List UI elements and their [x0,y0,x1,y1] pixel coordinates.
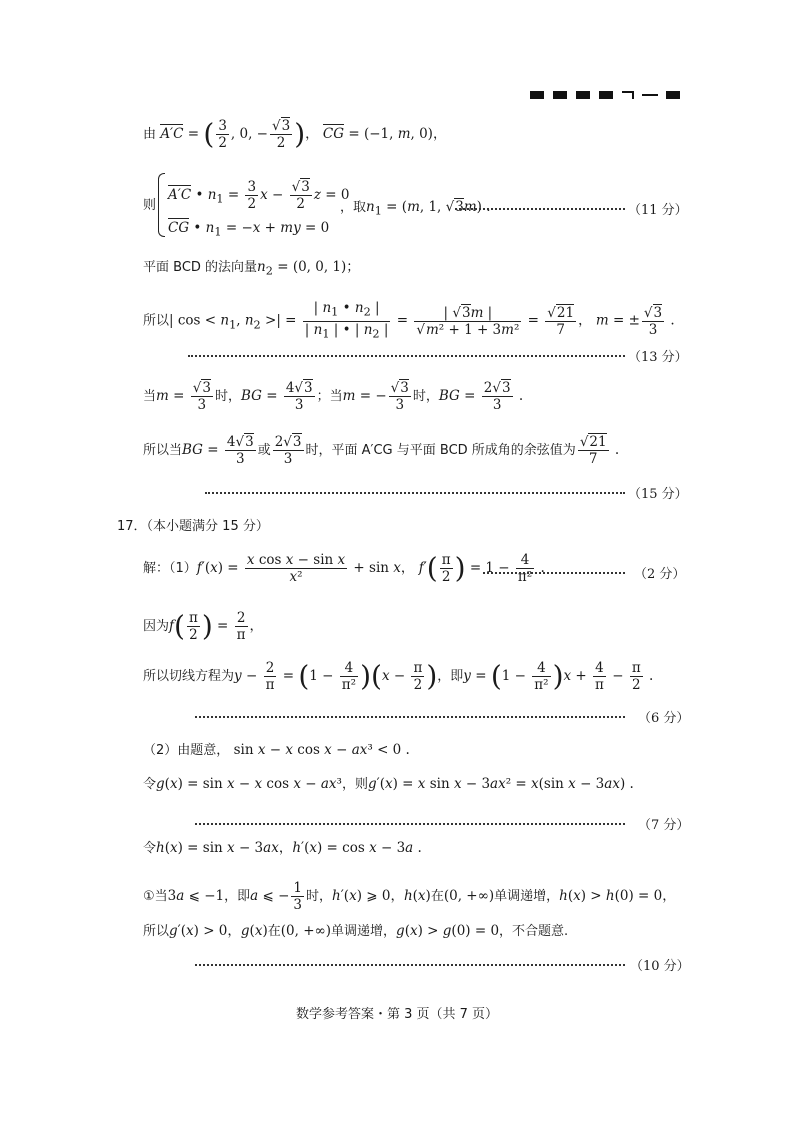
q17-define-g: 令g(x) = sin x − x cos x − ax³，则g′(x) = x sin x − 3ax² = x(sin x − 3ax) . [143,776,634,792]
dot-leader [195,964,625,966]
dot-leader [483,572,625,574]
score-2: （2 分） [634,567,686,582]
mark-hook [622,91,634,99]
q17-derivative: 解：（1）f′(x) = $\frac{\text{x cos x − sin x}}{\text{x²}}$ + sin x， f′( $\frac{\pi}{2}$ ) = 1 − $\frac{4}{\text{π²}}$ . [143,551,545,585]
q17-part2: （2）由题意， sin x − x cos x − ax³ < 0 . [143,742,410,758]
q17-tangent: 所以切线方程为y − $\frac{2}{\pi}$ = (1 − $\frac{4}{\text{π²}}$ )(x − $\frac{\pi}{2}$ )，即y = (1 − $\frac{4}{\text{π²}}$ )x + $\frac{4}{\pi}$ − $\frac{\pi}{2}$ . [143,659,654,693]
page-footer: 数学参考答案・第 3 页（共 7 页） [295,1007,499,1022]
score-15: （15 分） [628,487,688,502]
question-17-title: 17．（本小题满分 15 分） [117,519,269,534]
dot-leader [195,823,625,825]
bg-values: 当m = $\frac{√3}{3}$ 时，BG = $\frac{4√3}{3}$ ；当m = − $\frac{√3}{3}$ 时，BG = $\frac{2√3}{3}$ . [143,380,524,413]
text-prefix: 由 [143,127,157,142]
mark-square [599,91,613,99]
mark-square [530,91,544,99]
dot-leader [195,716,625,718]
then-label: 则 [143,198,157,213]
take-n1: ，取$n_1 = (m$, 1, √3m) . [340,199,491,218]
dot-leader [205,492,625,494]
score-11: （11 分） [628,203,688,218]
mark-square [666,91,680,99]
cos-formula: 所以| $\cos < n_1$, $n_2$ >| = $\frac{| n_1 • n_2 |}{| n_1 | • | n_2 |}$ = $\frac{| √3m |}{\text{√m² + 1 + 3m²}}$ = $\frac{√21}{7}$ ， m = ± $\frac{√3}{3}$ . [143,300,675,341]
q17-case1: ①当3a ⩽ −1，即a ⩽ − $\frac{1}{3}$ 时，h′(x) ⩾ 0，h(x)在(0, +∞)单调递增，h(x) > h(0) = 0， [143,880,676,913]
conclusion-line: 所以当BG = $\frac{4√3}{3}$ 或 $\frac{2√3}{3}$ 时，平面 A′CG 与平面 BCD 所成角的余弦值为 $\frac{√21}{7}$ . [143,434,620,467]
q17-so: 所以g′(x) > 0，g(x)在(0, +∞)单调递增，g(x) > g(0) = 0，不合题意. [143,923,569,939]
q17-define-h: 令h(x) = sin x − 3ax，h′(x) = cos x − 3a . [143,840,422,856]
mark-square [553,91,567,99]
score-7: （7 分） [638,818,690,833]
dot-leader [188,355,625,357]
mark-square [576,91,590,99]
dot-leader [455,208,625,210]
score-10: （10 分） [630,959,690,974]
q17-because: 因为f( $\frac{\pi}{2}$ ) = $\frac{2}{\pi}$ ， [143,609,264,643]
normal-vector-bcd: 平面 BCD 的法向量$n_2 = (0$, 0, 1)； [143,259,360,278]
score-13: （13 分） [628,350,688,365]
header-marks [530,90,680,102]
score-6: （6 分） [638,711,690,726]
mark-dash [642,94,658,96]
equation-system: A′C • $n_1$ = $\frac{3}{2}$ x − $\frac{√3}{2}$ z = 0 CG • $n_1 = -x$ + my = 0 [158,173,348,237]
vector-ac-line: 由 A′C = ( $\frac{3}{2}$ , 0, − $\frac{√3}{2}$ )， CG = (−1, m, 0)， [143,117,447,151]
